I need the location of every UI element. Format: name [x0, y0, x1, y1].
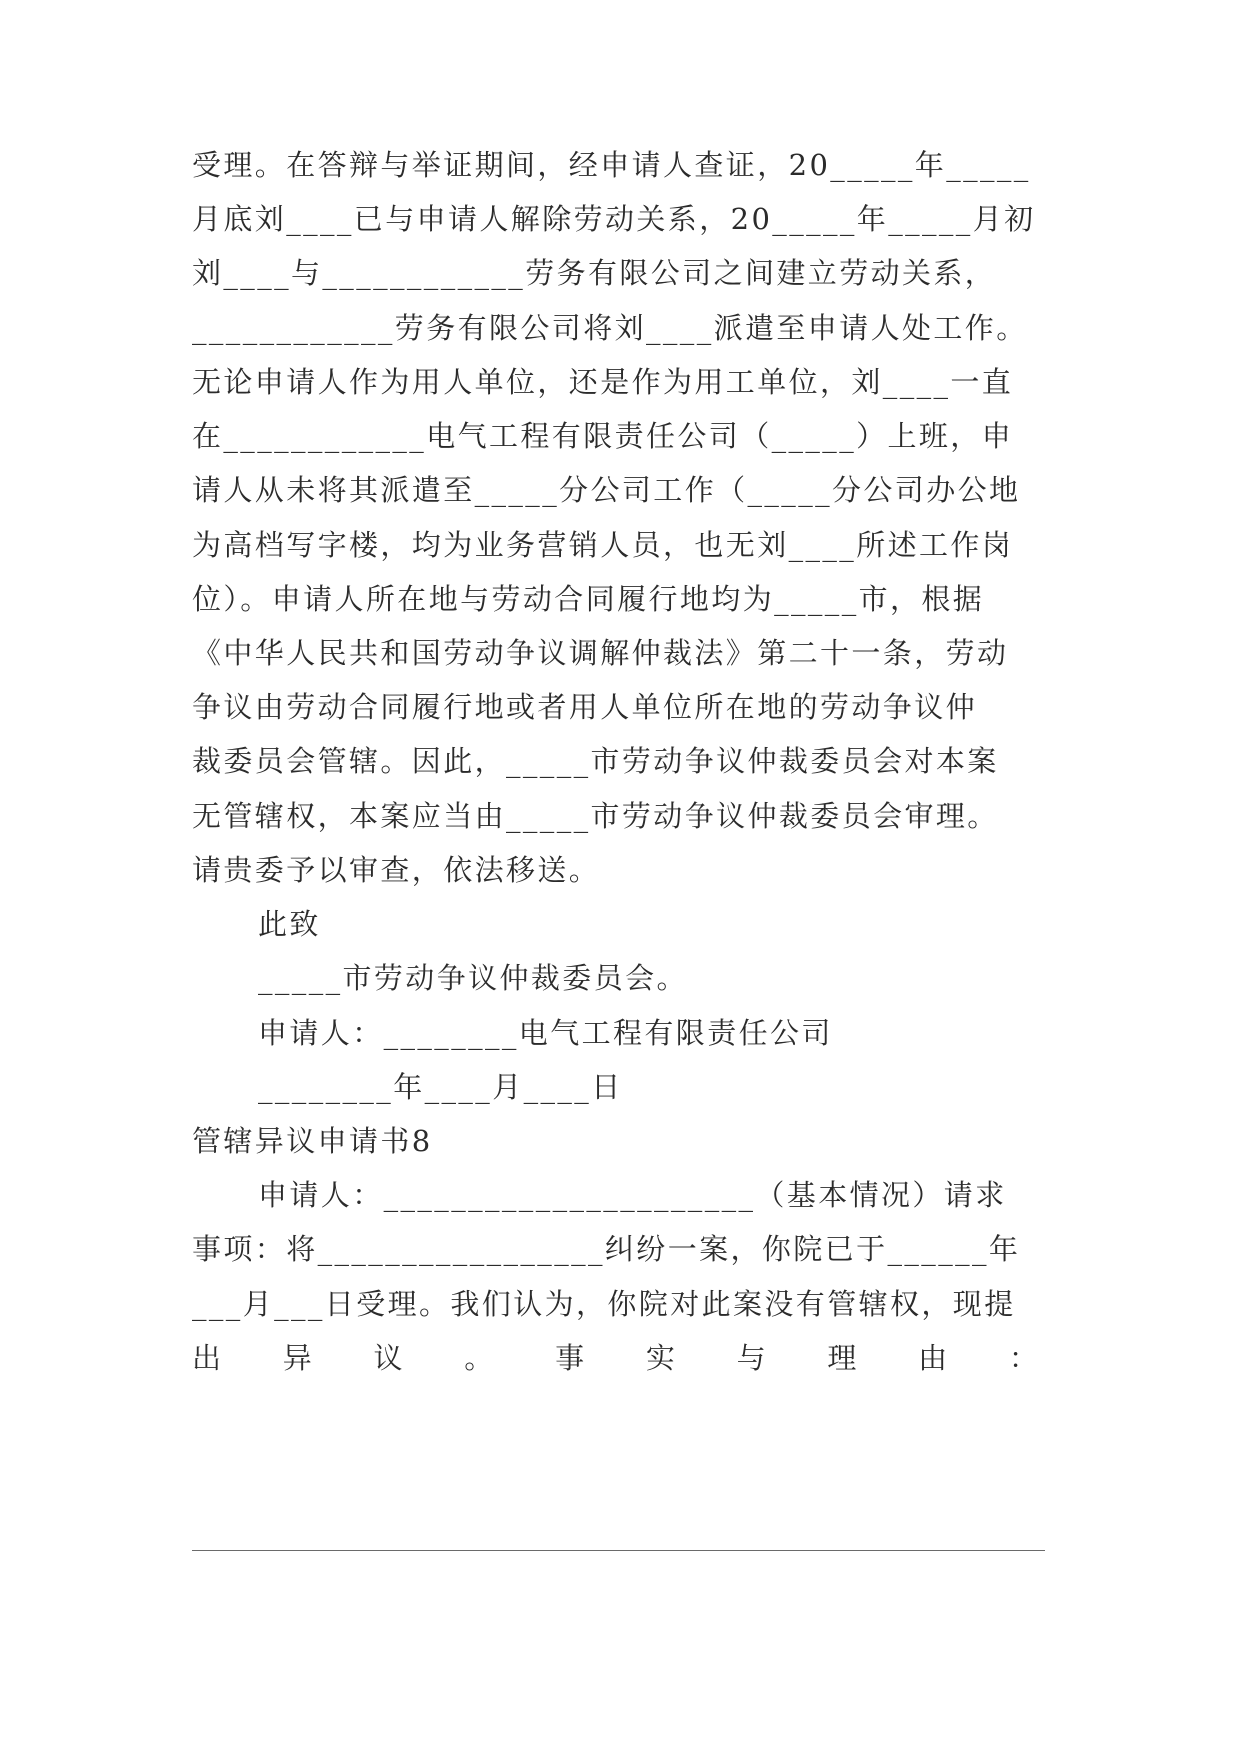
- text-line-9: 位）。申请人所在地与劳动合同履行地均为_____市，根据: [192, 582, 985, 616]
- facts-and-reasons-line: [192, 1338, 1038, 1378]
- text-line-5: 无论申请人作为用人单位，还是作为用工单位，刘____一直: [192, 365, 1014, 399]
- text-line-12: 裁委员会管辖。因此，_____市劳动争议仲裁委员会对本案: [192, 744, 999, 778]
- applicant-signature-line: 申请人：________电气工程有限责任公司: [258, 1016, 833, 1050]
- text-line-10: 《中华人民共和国劳动争议调解仲裁法》第二十一条，劳动: [192, 636, 1009, 670]
- facts-char: 。: [464, 1341, 494, 1375]
- text-line-13: 无管辖权，本案应当由_____市劳动争议仲裁委员会审理。: [192, 799, 999, 833]
- text-line-7: 请人从未将其派遣至_____分公司工作（_____分公司办公地: [192, 473, 1021, 507]
- facts-char: 事: [555, 1341, 585, 1375]
- facts-char: 实: [645, 1341, 675, 1375]
- facts-char: ：: [1008, 1341, 1038, 1375]
- facts-char: 异: [282, 1341, 312, 1375]
- applicant-info-line: 申请人：______________________（基本情况）请求: [258, 1178, 1007, 1212]
- facts-char: 理: [827, 1341, 857, 1375]
- section-title: 管辖异议申请书8: [192, 1124, 433, 1158]
- facts-char: 议: [373, 1341, 403, 1375]
- text-line-4: ____________劳务有限公司将刘____派遣至申请人处工作。: [192, 311, 1028, 345]
- text-line-6: 在____________电气工程有限责任公司（_____）上班，申: [192, 419, 1014, 453]
- recipient-line: _____市劳动争议仲裁委员会。: [258, 961, 688, 995]
- blank-fill-rule: [192, 1550, 1045, 1551]
- text-line-3: 刘____与____________劳务有限公司之间建立劳动关系，: [192, 256, 997, 290]
- text-line-1: 受理。在答辩与举证期间，经申请人查证，20_____年_____: [192, 148, 1031, 182]
- request-line: 事项：将_________________纠纷一案，你院已于______年: [192, 1232, 1021, 1266]
- facts-char: 由: [918, 1341, 948, 1375]
- facts-char: 与: [736, 1341, 766, 1375]
- date-line: ________年____月____日: [258, 1070, 623, 1104]
- text-line-8: 为高档写字楼，均为业务营销人员，也无刘____所述工作岗: [192, 528, 1014, 562]
- facts-char: 出: [192, 1341, 222, 1375]
- acceptance-line: ___月___日受理。我们认为，你院对此案没有管辖权，现提: [192, 1287, 1016, 1321]
- text-line-11: 争议由劳动合同履行地或者用人单位所在地的劳动争议仲: [192, 690, 978, 724]
- salutation: 此致: [258, 907, 321, 941]
- text-line-2: 月底刘____已与申请人解除劳动关系，20_____年_____月初: [192, 202, 1036, 236]
- text-line-14: 请贵委予以审查，依法移送。: [192, 853, 601, 887]
